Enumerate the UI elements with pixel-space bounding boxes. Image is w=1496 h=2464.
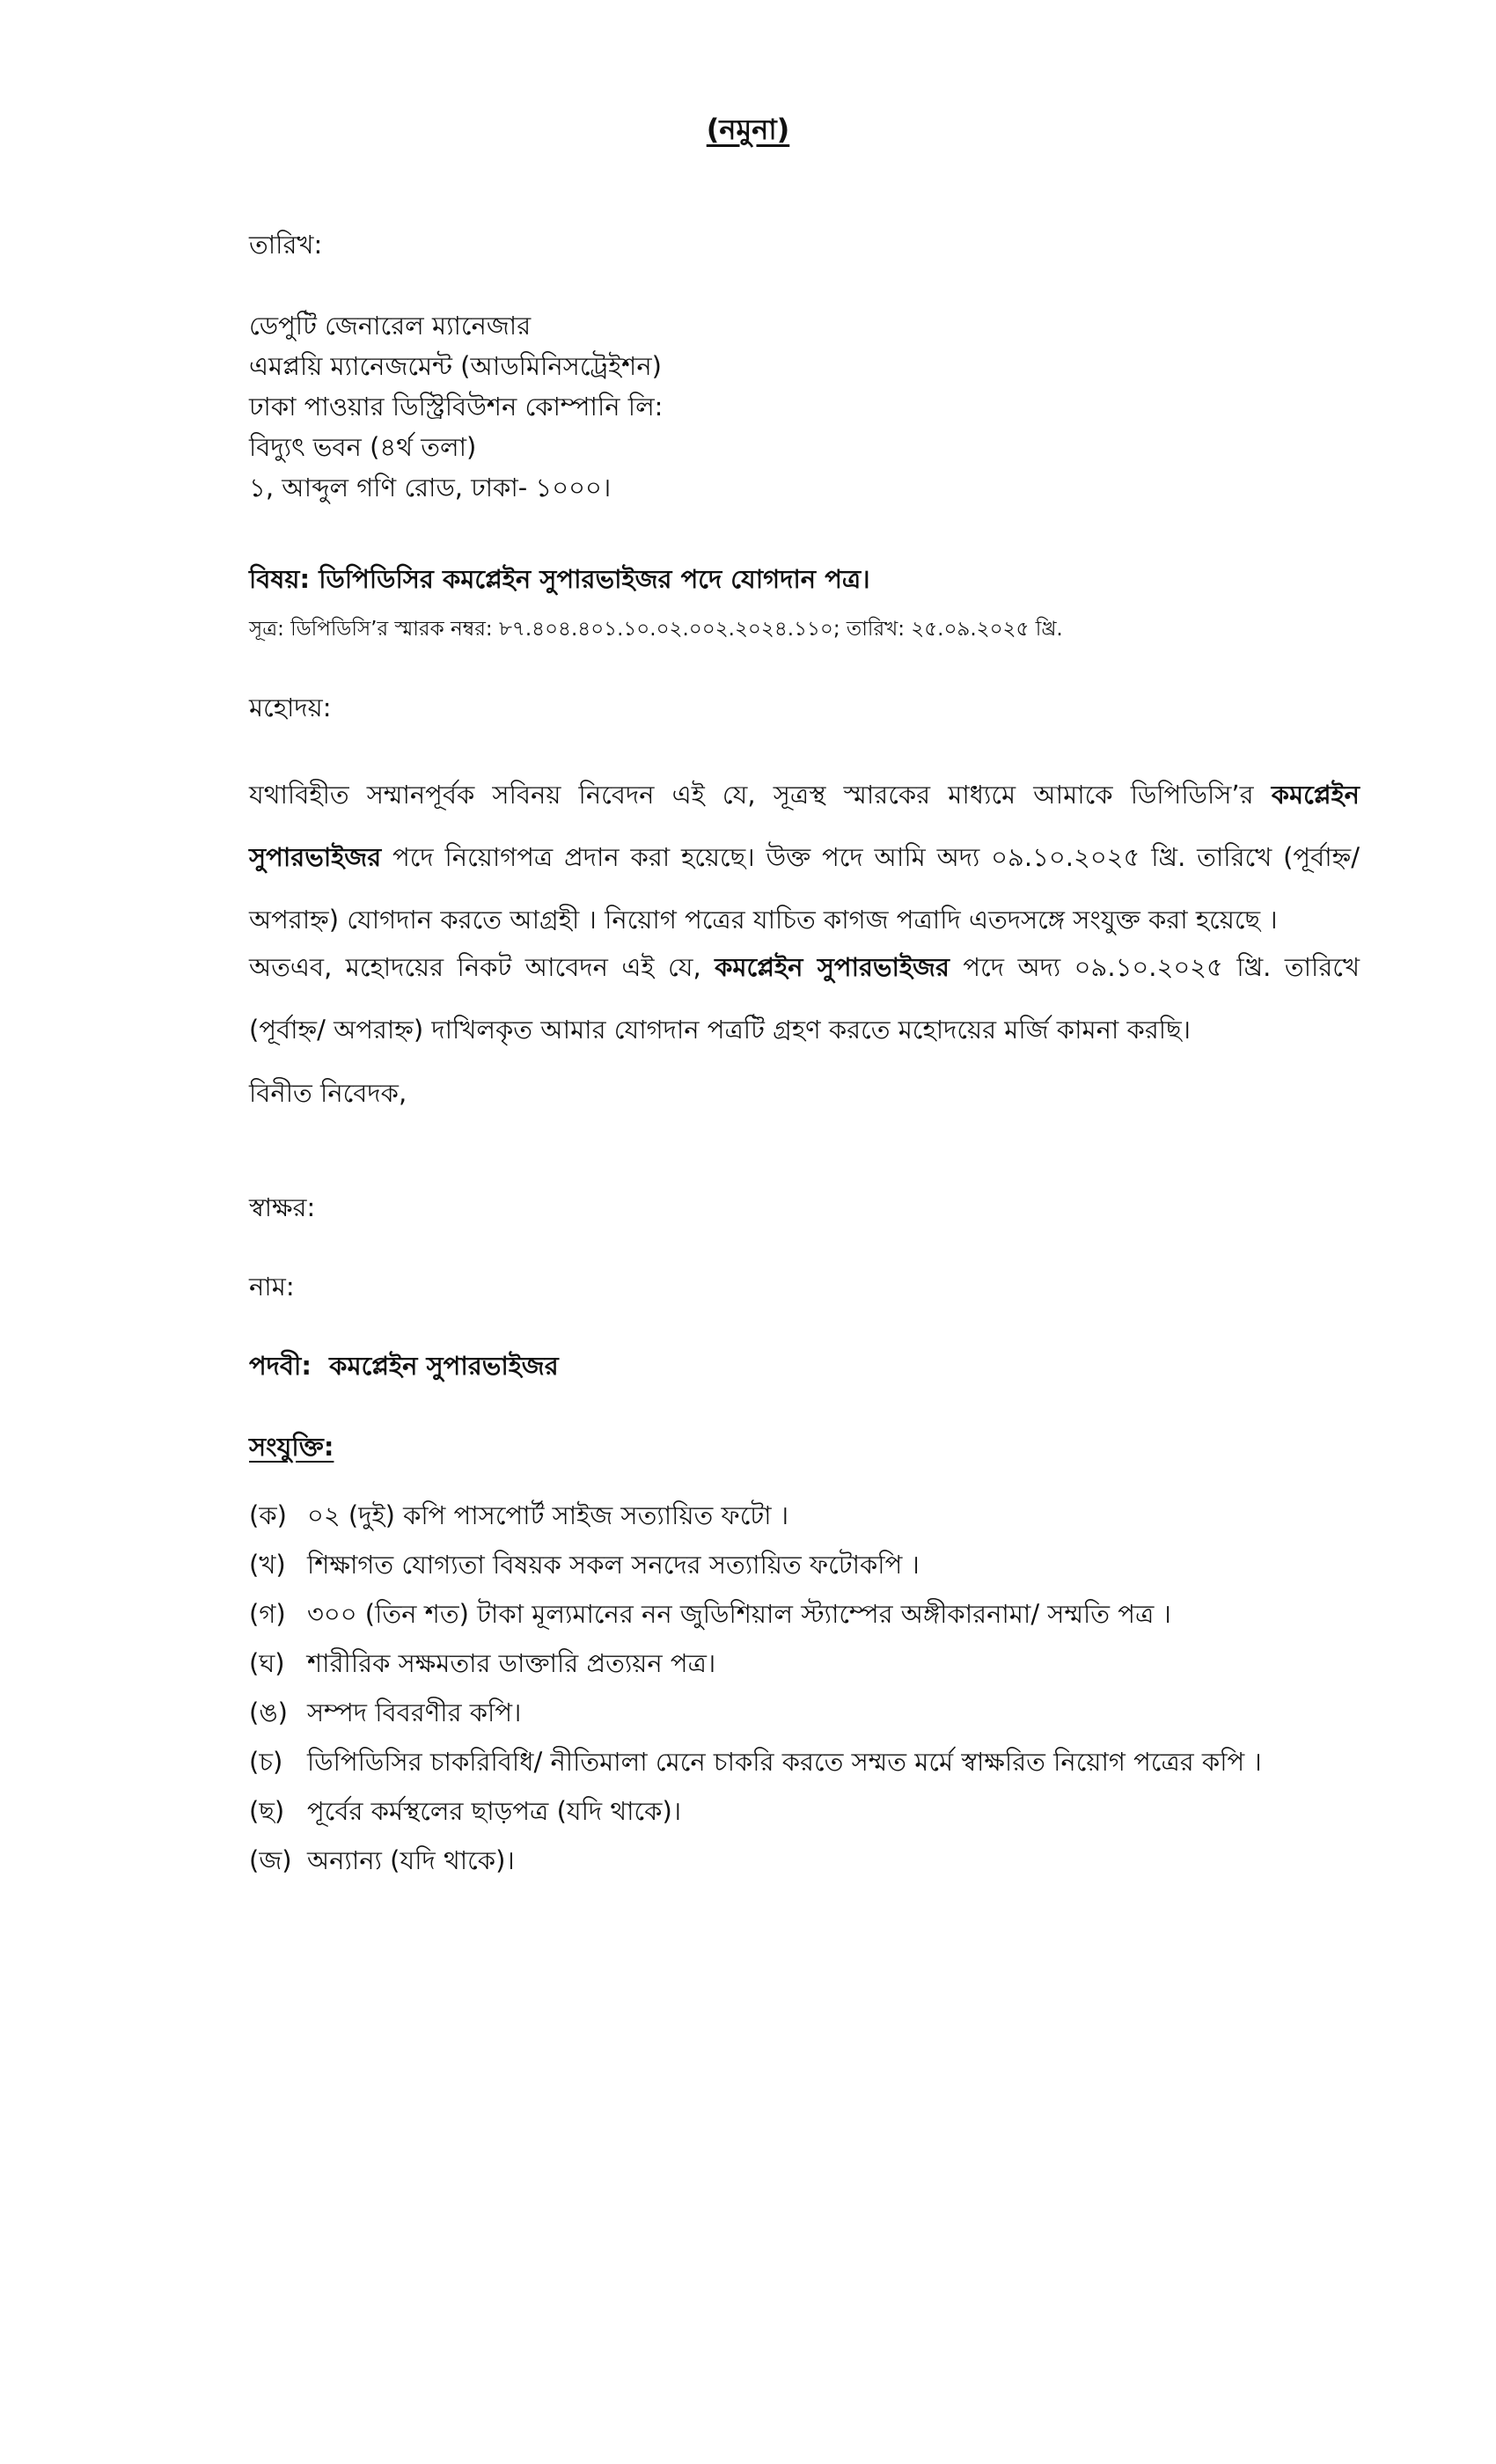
list-item xyxy=(249,1841,515,1880)
list-item xyxy=(249,1595,1171,1633)
list-item-text: ০২ (দুই) কপি পাসপোর্ট সাইজ সত্যায়িত ফটো । xyxy=(307,1500,789,1530)
subject-line: বিষয়: ডিপিডিসির কমপ্লেইন সুপারভাইজর পদে যোগদান পত্র। xyxy=(249,564,870,594)
list-item-text: অন্যান্য (যদি থাকে)। xyxy=(307,1845,515,1875)
list-item-mark: (গ) xyxy=(249,1599,286,1629)
para2-text-c: পদে অদ্য ০৯.১০.২০২৫ খ্রি. তারিখে (পূর্বাহ্ন/ অপরাহ্ন) দাখিলকৃত আমার যোগদান পত্রটি গ্রহণ করতে মহোদয়ের মর্জি কামনা করছি। xyxy=(249,952,1360,1045)
body-paragraph-2 xyxy=(249,936,1360,1061)
designation-value: কমপ্লেইন সুপারভাইজর xyxy=(329,1351,559,1381)
recipient-line-3: ঢাকা পাওয়ার ডিস্ট্রিবিউশন কোম্পানি লি: xyxy=(249,392,664,422)
list-item-mark: (ঙ) xyxy=(249,1698,288,1727)
list-item-text: ৩০০ (তিন শত) টাকা মূল্যমানের নন জুডিশিয়াল স্ট্যাম্পের অঙ্গীকারনামা/ সম্মতি পত্র । xyxy=(307,1599,1171,1629)
list-item xyxy=(249,1742,1262,1781)
recipient-line-1: ডেপুটি জেনারেল ম্যানেজার xyxy=(249,311,532,341)
date-label: তারিখ: xyxy=(249,230,323,260)
recipient-line-4: বিদ্যুৎ ভবন (৪র্থ তলা) xyxy=(249,432,477,462)
recipient-line-2: এমপ্লয়ি ম্যানেজমেন্ট (আডমিনিসট্রেইশন) xyxy=(249,351,662,381)
attachments-heading: সংযুক্তি: xyxy=(249,1432,334,1462)
reference-line: সূত্র: ডিপিডিসি’র স্মারক নম্বর: ৮৭.৪০৪.৪০১.১০.০২.০০২.২০২৪.১১০; তারিখ: ২৫.০৯.২০২৫ খ্রি. xyxy=(249,618,1063,641)
name-label: নাম: xyxy=(249,1272,295,1302)
list-item xyxy=(249,1545,920,1584)
designation-label: পদবী: xyxy=(249,1351,312,1381)
page-title: (নমুনা) xyxy=(706,113,790,146)
para1-text-c: পদে নিয়োগপত্র প্রদান করা হয়েছে। উক্ত পদে আমি অদ্য ০৯.১০.২০২৫ খ্রি. তারিখে (পূর্বাহ্ন/ অপরাহ্ন) যোগদান করতে আগ্রহী । নিয়োগ পত্রের যাচিত কাগজ পত্রাদি এতদসঙ্গে সংযুক্ত করা হয়েছে । xyxy=(249,842,1360,935)
designation-row xyxy=(249,1346,559,1385)
list-item-text: ডিপিডিসির চাকরিবিধি/ নীতিমালা মেনে চাকরি করতে সম্মত মর্মে স্বাক্ষরিত নিয়োগ পত্রের কপি । xyxy=(307,1747,1262,1777)
list-item-text: শারীরিক সক্ষমতার ডাক্তারি প্রত্যয়ন পত্র। xyxy=(307,1648,716,1678)
list-item-text: পূর্বের কর্মস্থলের ছাড়পত্র (যদি থাকে)। xyxy=(307,1796,682,1826)
closing: বিনীত নিবেদক, xyxy=(249,1078,407,1108)
list-item-mark: (খ) xyxy=(249,1550,286,1580)
list-item xyxy=(249,1496,788,1535)
list-item-mark: (ক) xyxy=(249,1500,287,1530)
signature-label: স্বাক্ষর: xyxy=(249,1192,316,1222)
para2-post-name: কমপ্লেইন সুপারভাইজর xyxy=(715,952,950,982)
list-item-text: শিক্ষাগত যোগ্যতা বিষয়ক সকল সনদের সত্যায়িত ফটোকপি । xyxy=(307,1550,920,1580)
para1-text-a: যথাবিহীত সম্মানপূর্বক সবিনয় নিবেদন এই যে, সূত্রস্থ স্মারকের মাধ্যমে আমাকে ডিপিডিসি’র xyxy=(249,780,1272,810)
list-item xyxy=(249,1693,521,1732)
list-item xyxy=(249,1644,715,1683)
recipient-line-5: ১, আব্দুল গণি রোড, ঢাকা- ১০০০। xyxy=(249,473,612,502)
list-item xyxy=(249,1792,681,1830)
para2-text-a: অতএব, মহোদয়ের নিকট আবেদন এই যে, xyxy=(249,952,715,982)
list-item-mark: (জ) xyxy=(249,1845,292,1875)
list-item-mark: (চ) xyxy=(249,1747,283,1777)
body-paragraph-1 xyxy=(249,764,1360,951)
list-item-mark: (ঘ) xyxy=(249,1648,285,1678)
salutation: মহোদয়: xyxy=(249,693,332,722)
list-item-text: সম্পদ বিবরণীর কপি। xyxy=(307,1698,522,1727)
para1-post-name: কমপ্লেইন সুপারভাইজর xyxy=(249,780,1360,872)
list-item-mark: (ছ) xyxy=(249,1796,285,1826)
